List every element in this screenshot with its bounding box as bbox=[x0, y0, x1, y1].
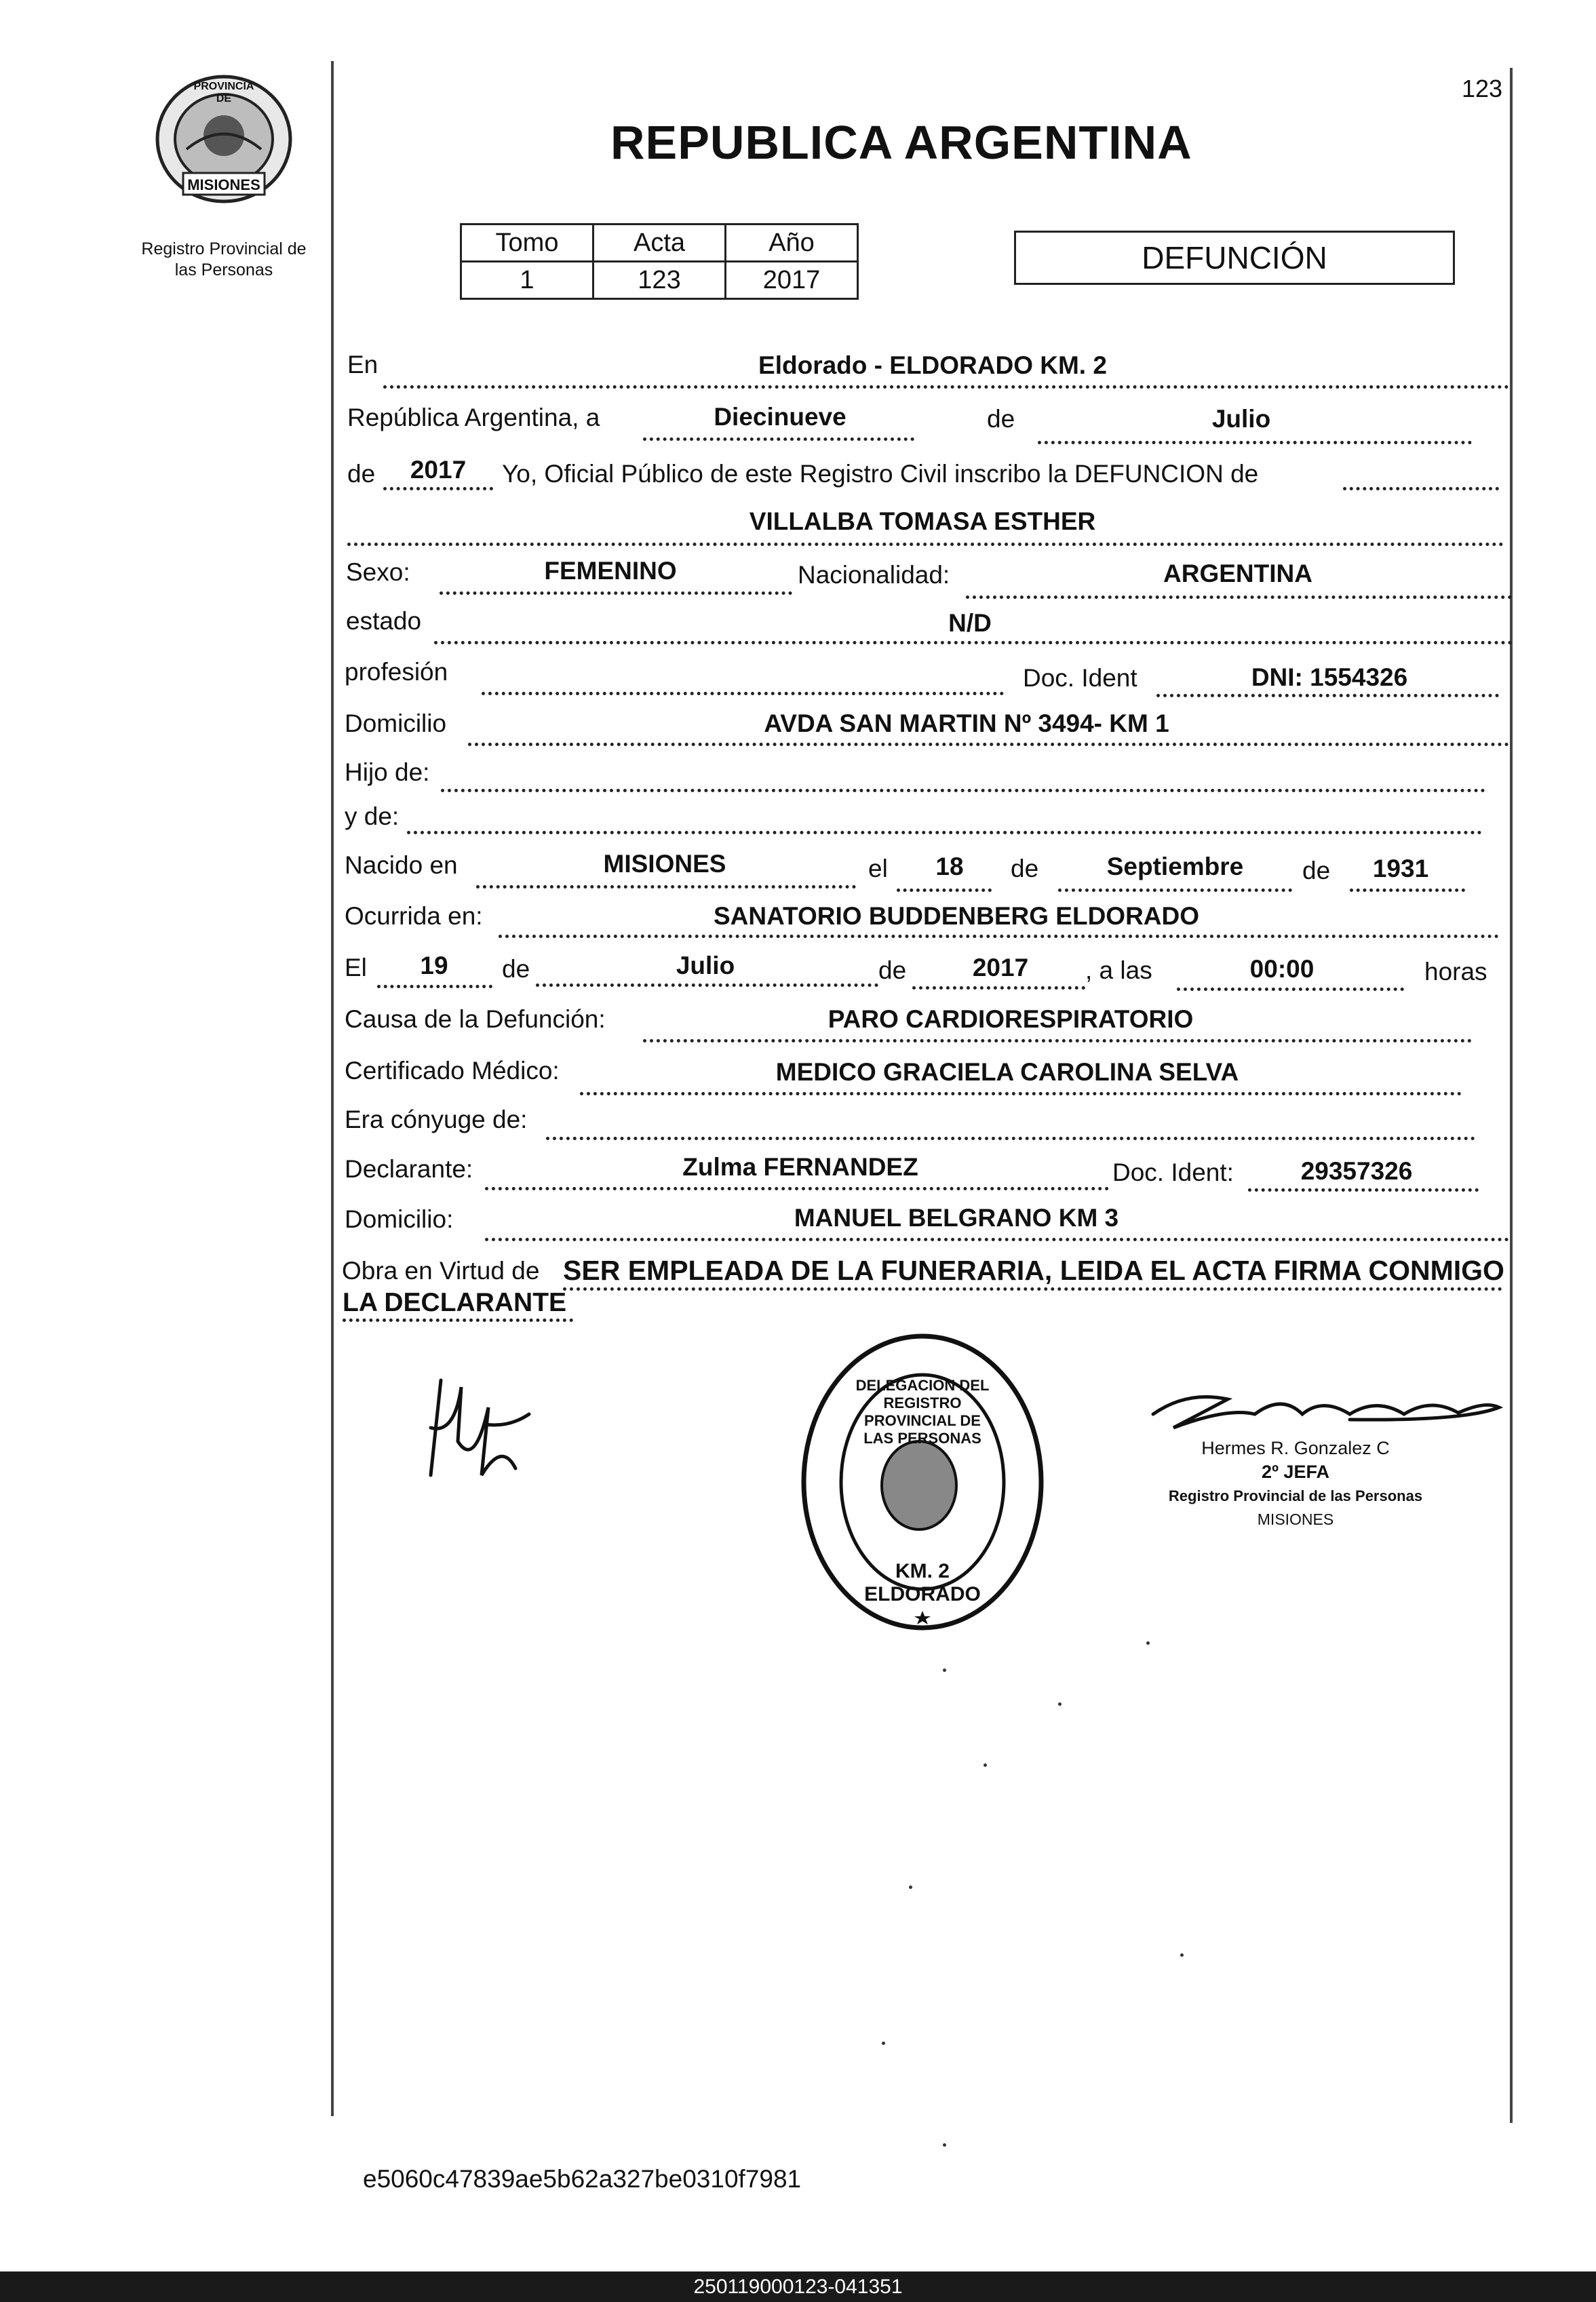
estado-value: N/D bbox=[948, 609, 992, 637]
oficial-dots bbox=[1343, 487, 1499, 490]
footer-bar bbox=[0, 2271, 1596, 2302]
scan-speck bbox=[1058, 1702, 1062, 1706]
official-signature bbox=[1146, 1387, 1506, 1435]
logo-caption-line2: las Personas bbox=[174, 260, 273, 279]
oficial-text: Yo, Oficial Público de este Registro Civil inscribo la DEFUNCION de bbox=[502, 460, 1259, 488]
registry-stamp bbox=[794, 1329, 1051, 1641]
stamp-inner-text: KM. 2 ELDORADO bbox=[864, 1560, 981, 1605]
sexo-label: Sexo: bbox=[346, 558, 410, 586]
declarante-doc-value: 29357326 bbox=[1300, 1157, 1413, 1185]
def-dia-dots bbox=[377, 985, 492, 988]
declarant-signature bbox=[414, 1360, 549, 1496]
logo-banner-text: MISIONES bbox=[187, 176, 260, 193]
official-province: MISIONES bbox=[1257, 1510, 1334, 1528]
left-border-line bbox=[331, 61, 334, 2116]
conyuge-dots bbox=[546, 1137, 1475, 1140]
nac-dia-value: 18 bbox=[935, 853, 964, 880]
nac-anio-value: 1931 bbox=[1372, 855, 1429, 882]
declarante-value: Zulma FERNANDEZ bbox=[682, 1153, 918, 1181]
en-label: En bbox=[347, 351, 378, 378]
profesion-dots bbox=[482, 692, 1004, 695]
mes-value: Julio bbox=[1211, 405, 1271, 433]
estado-dots bbox=[434, 641, 1513, 644]
official-name: Hermes R. Gonzalez C bbox=[1201, 1438, 1390, 1458]
en-value: Eldorado - ELDORADO KM. 2 bbox=[758, 351, 1107, 379]
document-hash: e5060c47839ae5b62a327be0310f7981 bbox=[363, 2165, 802, 2193]
declarante-label: Declarante: bbox=[345, 1155, 473, 1183]
el2-label: El bbox=[345, 954, 367, 981]
scan-speck bbox=[1146, 1641, 1150, 1645]
anio-value: 2017 bbox=[726, 262, 858, 299]
record-type-box: DEFUNCIÓN bbox=[1014, 231, 1455, 285]
el-label: el bbox=[868, 855, 888, 882]
logo-caption-line1: Registro Provincial de bbox=[141, 239, 307, 258]
domicilio-dots bbox=[468, 743, 1509, 746]
nac-mes-value: Septiembre bbox=[1106, 853, 1244, 880]
dni-value: DNI: 1554326 bbox=[1251, 663, 1408, 691]
docident-label: Doc. Ident bbox=[1023, 664, 1137, 692]
tomo-header: Tomo bbox=[461, 225, 593, 262]
nacionalidad-dots bbox=[966, 596, 1512, 599]
nacido-value: MISIONES bbox=[603, 850, 726, 878]
def-mes-dots bbox=[536, 983, 878, 987]
conyuge-label: Era cónyuge de: bbox=[345, 1106, 528, 1133]
nacionalidad-value: ARGENTINA bbox=[1163, 560, 1312, 587]
domicilio2-value: MANUEL BELGRANO KM 3 bbox=[794, 1204, 1119, 1232]
domicilio2-label: Domicilio: bbox=[345, 1205, 454, 1233]
yde-dots bbox=[407, 831, 1482, 834]
hora-value: 00:00 bbox=[1249, 955, 1315, 983]
obra-line2: LA DECLARANTE bbox=[343, 1288, 567, 1317]
scan-speck bbox=[1180, 1953, 1184, 1957]
hijo-label: Hijo de: bbox=[345, 758, 430, 786]
docident2-label: Doc. Ident: bbox=[1112, 1158, 1234, 1186]
ocurrida-value: SANATORIO BUDDENBERG ELDORADO bbox=[713, 902, 1200, 930]
acta-header: Acta bbox=[593, 225, 726, 262]
dia-dots bbox=[643, 437, 914, 441]
official-office: Registro Provincial de las Personas bbox=[1168, 1487, 1423, 1504]
declarante-doc-dots bbox=[1248, 1188, 1479, 1192]
en-dots bbox=[383, 385, 1509, 389]
domicilio-value: AVDA SAN MARTIN Nº 3494- KM 1 bbox=[764, 709, 1169, 737]
def-anio-value: 2017 bbox=[972, 954, 1029, 981]
right-border-line bbox=[1510, 68, 1513, 2123]
alas-label: , a las bbox=[1085, 956, 1152, 984]
de1-label: de bbox=[987, 405, 1015, 433]
tomo-value: 1 bbox=[461, 262, 593, 299]
nac-anio-dots bbox=[1350, 889, 1465, 892]
def-mes-value: Julio bbox=[676, 952, 735, 979]
official-role: 2º JEFA bbox=[1262, 1462, 1329, 1482]
obra-label: Obra en Virtud de bbox=[342, 1257, 540, 1285]
logo-arc-text: PROVINCIA DE bbox=[193, 81, 254, 104]
obra-line2-dots bbox=[343, 1319, 573, 1322]
nombre-dots bbox=[347, 543, 1504, 546]
yde-label: y de: bbox=[345, 802, 400, 830]
nac-mes-dots bbox=[1058, 889, 1292, 892]
nac-de2-label: de bbox=[1302, 857, 1331, 884]
ocurrida-label: Ocurrida en: bbox=[345, 902, 483, 930]
footer-code: 250119000123-041351 bbox=[693, 2276, 903, 2298]
def-anio-dots bbox=[912, 986, 1085, 990]
register-table bbox=[460, 223, 859, 300]
scan-speck bbox=[943, 2143, 946, 2147]
de2-label: de bbox=[347, 460, 376, 488]
logo-caption bbox=[119, 239, 329, 281]
profesion-label: profesión bbox=[345, 658, 448, 686]
scan-speck bbox=[984, 1763, 987, 1767]
document-title: REPUBLICA ARGENTINA bbox=[610, 116, 1192, 169]
obra-line1: SER EMPLEADA DE LA FUNERARIA, LEIDA EL ACTA FIRMA CONMIGO bbox=[563, 1255, 1504, 1286]
sexo-value: FEMENINO bbox=[544, 557, 677, 585]
anio-value: 2017 bbox=[410, 456, 467, 484]
certificado-value: MEDICO GRACIELA CAROLINA SELVA bbox=[775, 1058, 1239, 1086]
province-logo bbox=[153, 71, 295, 214]
dni-dots bbox=[1156, 694, 1499, 697]
nac-de1-label: de bbox=[1011, 855, 1039, 882]
certificado-dots bbox=[580, 1092, 1462, 1095]
ocurrida-dots bbox=[499, 935, 1499, 938]
obra-line1-dots bbox=[563, 1287, 1502, 1291]
nacionalidad-label: Nacionalidad: bbox=[798, 561, 950, 589]
sexo-dots bbox=[440, 591, 792, 595]
domicilio-label: Domicilio bbox=[345, 709, 447, 737]
hora-dots bbox=[1177, 988, 1404, 991]
mes-dots bbox=[1038, 441, 1472, 444]
dia-value: Diecinueve bbox=[714, 403, 846, 431]
acta-value: 123 bbox=[593, 262, 726, 299]
domicilio2-dots bbox=[485, 1238, 1509, 1241]
anio-dots bbox=[383, 487, 493, 490]
scan-speck bbox=[943, 1669, 946, 1672]
republica-label: República Argentina, a bbox=[347, 404, 600, 431]
nac-dia-dots bbox=[897, 889, 992, 892]
causa-value: PARO CARDIORESPIRATORIO bbox=[828, 1005, 1194, 1033]
declarante-dots bbox=[485, 1187, 1109, 1190]
scan-speck bbox=[882, 2042, 885, 2045]
certificado-label: Certificado Médico: bbox=[345, 1057, 560, 1085]
page-number: 123 bbox=[1462, 75, 1503, 102]
scan-speck bbox=[909, 1886, 912, 1889]
def-de1-label: de bbox=[502, 955, 530, 983]
def-dia-value: 19 bbox=[420, 952, 448, 979]
stamp-ring-text: DELEGACION DEL REGISTRO PROVINCIAL DE LAS PERSONAS bbox=[855, 1377, 990, 1447]
nacido-label: Nacido en bbox=[345, 851, 458, 879]
def-de2-label: de bbox=[878, 956, 907, 984]
nacido-dots bbox=[476, 885, 856, 889]
official-block bbox=[1119, 1437, 1472, 1532]
causa-label: Causa de la Defunción: bbox=[345, 1005, 606, 1033]
nombre-value: VILLALBA TOMASA ESTHER bbox=[749, 507, 1096, 535]
horas-label: horas bbox=[1424, 958, 1487, 986]
hijo-dots bbox=[441, 789, 1485, 792]
anio-header: Año bbox=[726, 225, 858, 262]
estado-label: estado bbox=[346, 607, 422, 635]
causa-dots bbox=[643, 1039, 1472, 1042]
